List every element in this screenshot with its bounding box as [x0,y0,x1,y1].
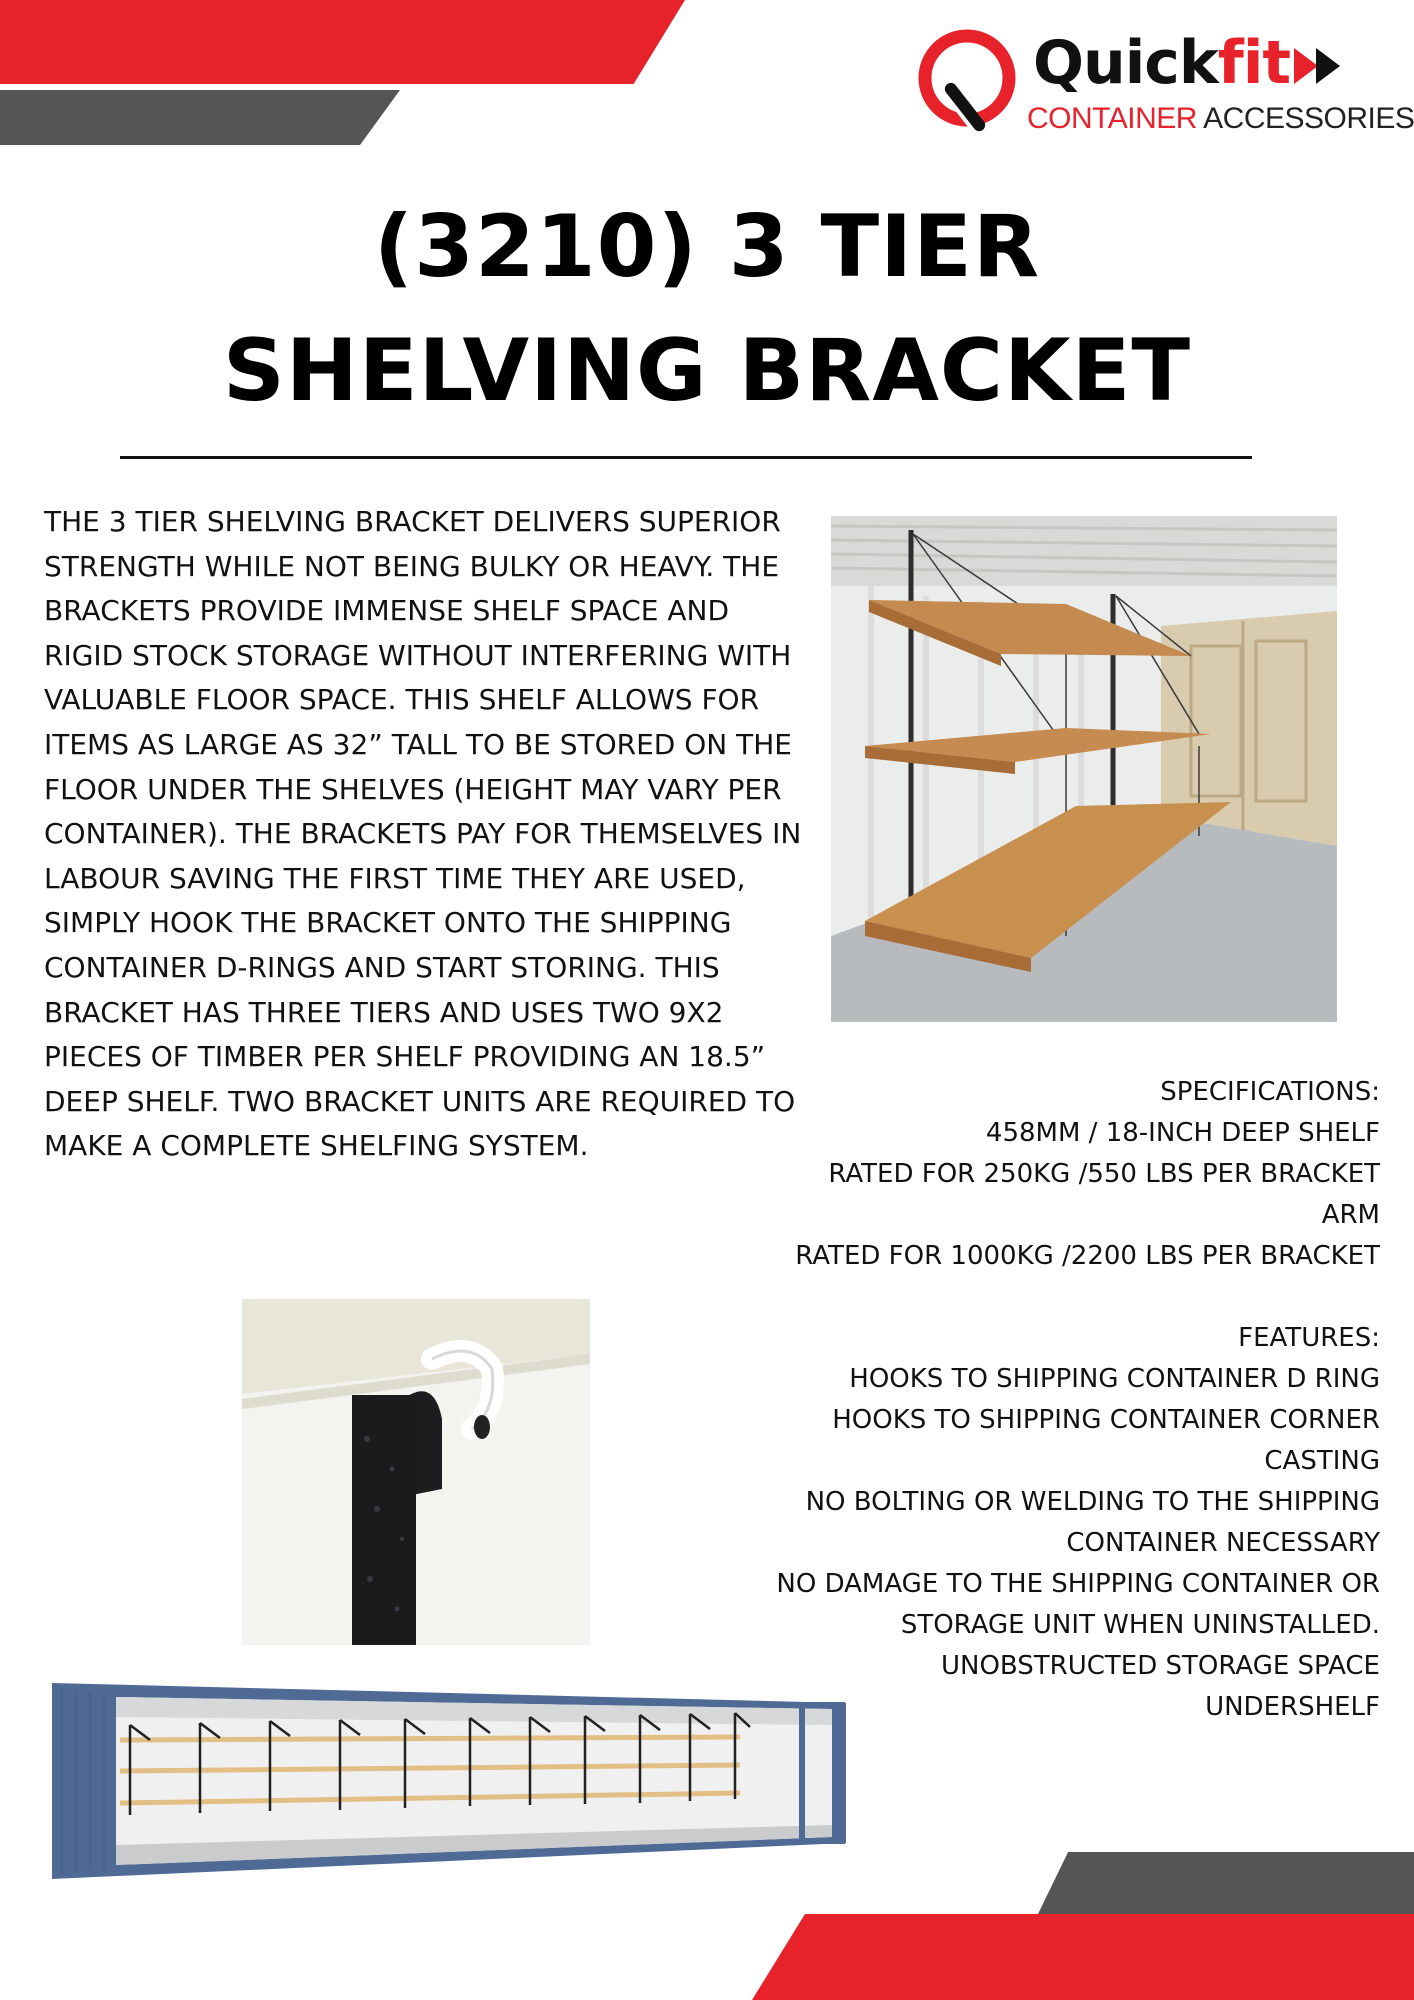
page-title [100,185,1314,433]
brand-tagline-part2: ACCESSORIES [1203,102,1414,135]
brand-tagline [1027,102,1414,136]
brand-name-part2: fit [1217,28,1291,98]
section-spacer [770,1277,1380,1318]
brand-logo [915,18,1414,148]
title-line-1: (3210) 3 TIER [373,197,1041,297]
photo-hook-detail [242,1299,590,1645]
spec-item: RATED FOR 1000KG /2200 LBS PER BRACKET [795,1241,1380,1271]
hook-photo-image [242,1299,590,1645]
feature-item: HOOKS TO SHIPPING CONTAINER CORNER CASTING [832,1405,1380,1476]
corner-band-red-bottom [752,1914,1414,2000]
shelving-photo-image [831,516,1337,1022]
specifications-heading: SPECIFICATIONS: [1160,1077,1380,1107]
brand-tagline-part1: CONTAINER [1027,102,1197,135]
fast-forward-icon [1294,46,1348,86]
feature-item: UNOBSTRUCTED STORAGE SPACE UNDERSHELF [940,1651,1380,1722]
photo-container-shelves [50,1665,846,1885]
spec-item: RATED FOR 250KG /550 LBS PER BRACKET ARM [828,1159,1380,1230]
photo-shelving-installed [831,516,1337,1022]
brand-name-part1: Quick [1033,28,1218,98]
container-photo-image [50,1665,846,1885]
feature-item: HOOKS TO SHIPPING CONTAINER D RING [849,1364,1380,1394]
product-description: THE 3 TIER SHELVING BRACKET DELIVERS SUPERIOR STRENGTH WHILE NOT BEING BULKY OR HEAVY. THE BRACKETS PROVIDE IMMENSE SHELF SPACE AND RIGID STOCK STORAGE WITHOUT INTERFERING WITH VALUABLE FLOOR SPACE. THIS SHELF ALLOWS FOR ITEMS AS LARGE AS 32” TALL TO BE STORED ON THE FLOOR UNDER THE SHELVES (HEIGHT MAY VARY PER CONTAINER). THE BRACKETS PAY FOR THEMSELVES IN LABOUR SAVING THE FIRST TIME THEY ARE USED, SIMPLY HOOK THE BRACKET ONTO THE SHIPPING CONTAINER D-RINGS AND START STORING. THIS BRACKET HAS THREE TIERS AND USES TWO 9X2 PIECES OF TIMBER PER SHELF PROVIDING AN 18.5” DEEP SHELF. TWO BRACKET UNITS ARE REQUIRED TO MAKE A COMPLETE SHELFING SYSTEM. [44,505,802,1163]
title-divider [120,456,1252,459]
spec-item: 458MM / 18-INCH DEEP SHELF [985,1118,1380,1148]
specs-and-features [770,1072,1380,1728]
corner-band-grey-top [0,90,400,145]
features-heading: FEATURES: [1238,1323,1380,1353]
corner-band-red-top [0,0,685,84]
title-line-2: SHELVING BRACKET [222,321,1192,421]
brand-wordmark [1033,28,1348,98]
feature-item: NO DAMAGE TO THE SHIPPING CONTAINER OR STORAGE UNIT WHEN UNINSTALLED. [776,1569,1380,1640]
q-logo-icon [915,18,1025,143]
feature-item: NO BOLTING OR WELDING TO THE SHIPPING CONTAINER NECESSARY [805,1487,1380,1558]
corner-band-grey-bottom [1038,1852,1414,1914]
